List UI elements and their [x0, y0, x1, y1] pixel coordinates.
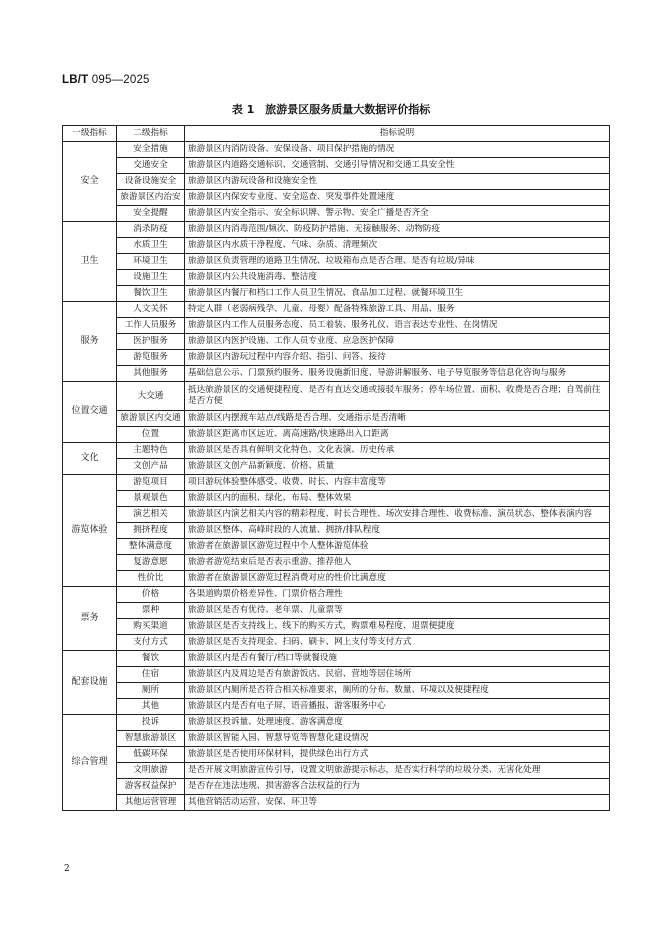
table-header-row: [63, 126, 610, 142]
level2-indicator: 游客权益保护: [117, 779, 185, 795]
table-row: [63, 334, 610, 350]
level1-indicator: 票务: [63, 587, 117, 651]
column-header-level2: 二级指标: [117, 126, 185, 142]
level2-indicator: 人文关怀: [117, 302, 185, 318]
column-header-level1: 一级指标: [63, 126, 117, 142]
table-row: [63, 206, 610, 222]
table-row: [63, 779, 610, 795]
level2-indicator: 旅游景区内交通: [117, 411, 185, 427]
indicator-description: 旅游景区内厕所是否符合相关标准要求，厕所的分布、数量、环境以及便捷程度: [185, 683, 610, 699]
level1-indicator: 游览体验: [63, 475, 117, 587]
level2-indicator: 票种: [117, 603, 185, 619]
level1-indicator: 综合管理: [63, 715, 117, 811]
level1-indicator: 卫生: [63, 222, 117, 302]
column-header-description: 指标说明: [185, 126, 610, 142]
level2-indicator: 消杀防疫: [117, 222, 185, 238]
indicator-description: 旅游景区内摆渡车站点/线路是否合理、交通指示是否清晰: [185, 411, 610, 427]
table-row: [63, 142, 610, 158]
level2-indicator: 支付方式: [117, 635, 185, 651]
table-row: [63, 286, 610, 302]
table-row: [63, 254, 610, 270]
table-row: [63, 507, 610, 523]
indicator-description: 抵达旅游景区的交通便捷程度、是否有直达交通或接驳车服务；停车场位置、面积、收费是否合理；自驾前往是否方便: [185, 382, 610, 411]
indicator-description: 旅游景区内工作人员服务态度、员工着装、服务礼仪、语言表达专业性、在岗情况: [185, 318, 610, 334]
level2-indicator: 餐饮: [117, 651, 185, 667]
indicator-description: 旅游景区是否有优待、老年票、儿童票等: [185, 603, 610, 619]
indicator-description: 旅游景区内是否有电子屏、语音播报、游客服务中心: [185, 699, 610, 715]
indicator-description: 各渠道购票价格差异性、门票价格合理性: [185, 587, 610, 603]
level2-indicator: 厕所: [117, 683, 185, 699]
table-row: [63, 238, 610, 254]
indicator-description: 旅游者游览结束后是否表示重游、推荐他人: [185, 555, 610, 571]
table-row: [63, 222, 610, 238]
level2-indicator: 演艺相关: [117, 507, 185, 523]
level2-indicator: 安全提醒: [117, 206, 185, 222]
level2-indicator: 旅游景区内治安: [117, 190, 185, 206]
level2-indicator: 智慧旅游景区: [117, 731, 185, 747]
level2-indicator: 价格: [117, 587, 185, 603]
indicator-description: 是否开展文明旅游宣传引导，设置文明旅游提示标志，是否实行科学的垃圾分类、无害化处理: [185, 763, 610, 779]
table-row: [63, 539, 610, 555]
level2-indicator: 住宿: [117, 667, 185, 683]
level2-indicator: 设备设施安全: [117, 174, 185, 190]
standard-code: [62, 74, 150, 86]
level2-indicator: 低碳环保: [117, 747, 185, 763]
indicator-description: 旅游景区内水质干净程度、气味、杂质、清理频次: [185, 238, 610, 254]
level2-indicator: 文明旅游: [117, 763, 185, 779]
table-title: 表 1 旅游景区服务质量大数据评价指标: [231, 103, 431, 116]
indicator-description: 旅游景区内道路交通标识、交通管制、交通引导情况和交通工具安全性: [185, 158, 610, 174]
indicator-description: 旅游景区智能入园、智慧导览等智慧化建设情况: [185, 731, 610, 747]
level2-indicator: 投诉: [117, 715, 185, 731]
table-row: [63, 174, 610, 190]
table-row: [63, 158, 610, 174]
level2-indicator: 安全措施: [117, 142, 185, 158]
indicator-description: 旅游景区文创产品新颖度、价格、质量: [185, 459, 610, 475]
level2-indicator: 主题特色: [117, 443, 185, 459]
level2-indicator: 其他: [117, 699, 185, 715]
level2-indicator: 交通安全: [117, 158, 185, 174]
indicator-description: 旅游景区距离市区远近、离高速路/快速路出入口距离: [185, 427, 610, 443]
indicator-description: 旅游景区内游玩过程中内容介绍、指引、问答、接待: [185, 350, 610, 366]
table-row: [63, 587, 610, 603]
level2-indicator: 大交通: [117, 382, 185, 411]
indicator-description: 旅游景区内及周边是否有旅游饭店、民宿、营地等居住场所: [185, 667, 610, 683]
table-row: [63, 555, 610, 571]
indicator-description: 旅游景区整体、高峰时段的人流量、拥挤/排队程度: [185, 523, 610, 539]
level2-indicator: 工作人员服务: [117, 318, 185, 334]
indicator-description: 基础信息公示、门票预约服务、服务设施新旧度、导游讲解服务、电子导览服务等信息化咨询与服务: [185, 366, 610, 382]
table-row: [63, 302, 610, 318]
level2-indicator: 医护服务: [117, 334, 185, 350]
level1-indicator: 安全: [63, 142, 117, 222]
standard-number: 095—2025: [91, 74, 150, 86]
level2-indicator: 购买渠道: [117, 619, 185, 635]
indicator-description: 旅游景区是否支持现金、扫码、刷卡、网上支付等支付方式: [185, 635, 610, 651]
table-row: [63, 411, 610, 427]
table-row: [63, 318, 610, 334]
table-row: [63, 795, 610, 811]
indicator-description: 旅游景区内消防设备、安保设备、项目保护措施的情况: [185, 142, 610, 158]
indicator-description: 旅游者在旅游景区游览过程中个人整体游览体验: [185, 539, 610, 555]
level2-indicator: 设施卫生: [117, 270, 185, 286]
table-row: [63, 715, 610, 731]
level1-indicator: 配套设施: [63, 651, 117, 715]
level2-indicator: 复游意愿: [117, 555, 185, 571]
table-row: [63, 491, 610, 507]
table-row: [63, 427, 610, 443]
table-row: [63, 366, 610, 382]
indicator-description: 旅游景区内餐厅和档口工作人员卫生情况、食品加工过程、就餐环境卫生: [185, 286, 610, 302]
indicator-description: 旅游景区内医护设施、工作人员专业度、应急医护保障: [185, 334, 610, 350]
indicator-description: 旅游景区内保安专业度、安全巡查、突发事件处置速度: [185, 190, 610, 206]
level2-indicator: 游览服务: [117, 350, 185, 366]
indicator-description: 项目游玩体验整体感受、收费、时长、内容丰富度等: [185, 475, 610, 491]
level2-indicator: 环境卫生: [117, 254, 185, 270]
level1-indicator: 位置交通: [63, 382, 117, 443]
level2-indicator: 景观景色: [117, 491, 185, 507]
level2-indicator: 其他运营管理: [117, 795, 185, 811]
indicator-description: 旅游景区是否支持线上、线下的购买方式，购票难易程度、退票便捷度: [185, 619, 610, 635]
level2-indicator: 整体满意度: [117, 539, 185, 555]
level2-indicator: 其他服务: [117, 366, 185, 382]
table-row: [63, 667, 610, 683]
level2-indicator: 性价比: [117, 571, 185, 587]
indicator-description: 旅游景区内安全指示、安全标识牌、警示物、安全广播是否齐全: [185, 206, 610, 222]
level2-indicator: 位置: [117, 427, 185, 443]
level2-indicator: 文创产品: [117, 459, 185, 475]
level1-indicator: 文化: [63, 443, 117, 475]
table-row: [63, 523, 610, 539]
indicator-description: 旅游景区内演艺相关内容的精彩程度、时长合理性、场次安排合理性、收费标准、演员状态、整体表演内容: [185, 507, 610, 523]
table-row: [63, 270, 610, 286]
indicator-description: 旅游景区是否使用环保材料，提供绿色出行方式: [185, 747, 610, 763]
indicator-description: 旅游景区负责管理的道路卫生情况、垃圾箱布点是否合理、是否有垃圾/异味: [185, 254, 610, 270]
indicator-description: 其他营销活动运营、安保、环卫等: [185, 795, 610, 811]
indicator-description: 旅游景区内是否有餐厅/档口等就餐设施: [185, 651, 610, 667]
level2-indicator: 餐饮卫生: [117, 286, 185, 302]
table-row: [63, 443, 610, 459]
table-row: [63, 747, 610, 763]
indicator-description: 旅游景区内消毒范围/频次、防疫防护措施、无接触服务、动物防疫: [185, 222, 610, 238]
table-row: [63, 571, 610, 587]
table-row: [63, 699, 610, 715]
indicator-description: 旅游景区内公共设施消毒、整洁度: [185, 270, 610, 286]
standard-prefix: LB/T: [62, 74, 89, 86]
indicator-description: 旅游景区是否具有鲜明文化特色、文化表演、历史传承: [185, 443, 610, 459]
indicator-description: 旅游景区内游玩设备和设施安全性: [185, 174, 610, 190]
level2-indicator: 游览项目: [117, 475, 185, 491]
indicator-description: 特定人群（老弱病残孕、儿童、母婴）配备特殊旅游工具、用品、服务: [185, 302, 610, 318]
table-row: [63, 603, 610, 619]
table-row: [63, 619, 610, 635]
table-row: [63, 763, 610, 779]
table-row: [63, 731, 610, 747]
indicator-description: 是否存在违法违规、损害游客合法权益的行为: [185, 779, 610, 795]
table-row: [63, 459, 610, 475]
level1-indicator: 服务: [63, 302, 117, 382]
indicator-description: 旅游景区投诉量、处理速度、游客满意度: [185, 715, 610, 731]
table-row: [63, 475, 610, 491]
table-row: [63, 651, 610, 667]
level2-indicator: 拥挤程度: [117, 523, 185, 539]
table-row: [63, 382, 610, 411]
indicator-description: 旅游景区内的面积、绿化、布局、整体效果: [185, 491, 610, 507]
table-row: [63, 683, 610, 699]
table-row: [63, 635, 610, 651]
indicator-description: 旅游者在旅游景区游览过程消费对应的性价比满意度: [185, 571, 610, 587]
table-row: [63, 190, 610, 206]
table-row: [63, 350, 610, 366]
evaluation-table: [62, 125, 610, 811]
level2-indicator: 水质卫生: [117, 238, 185, 254]
page-number: 2: [64, 864, 70, 874]
